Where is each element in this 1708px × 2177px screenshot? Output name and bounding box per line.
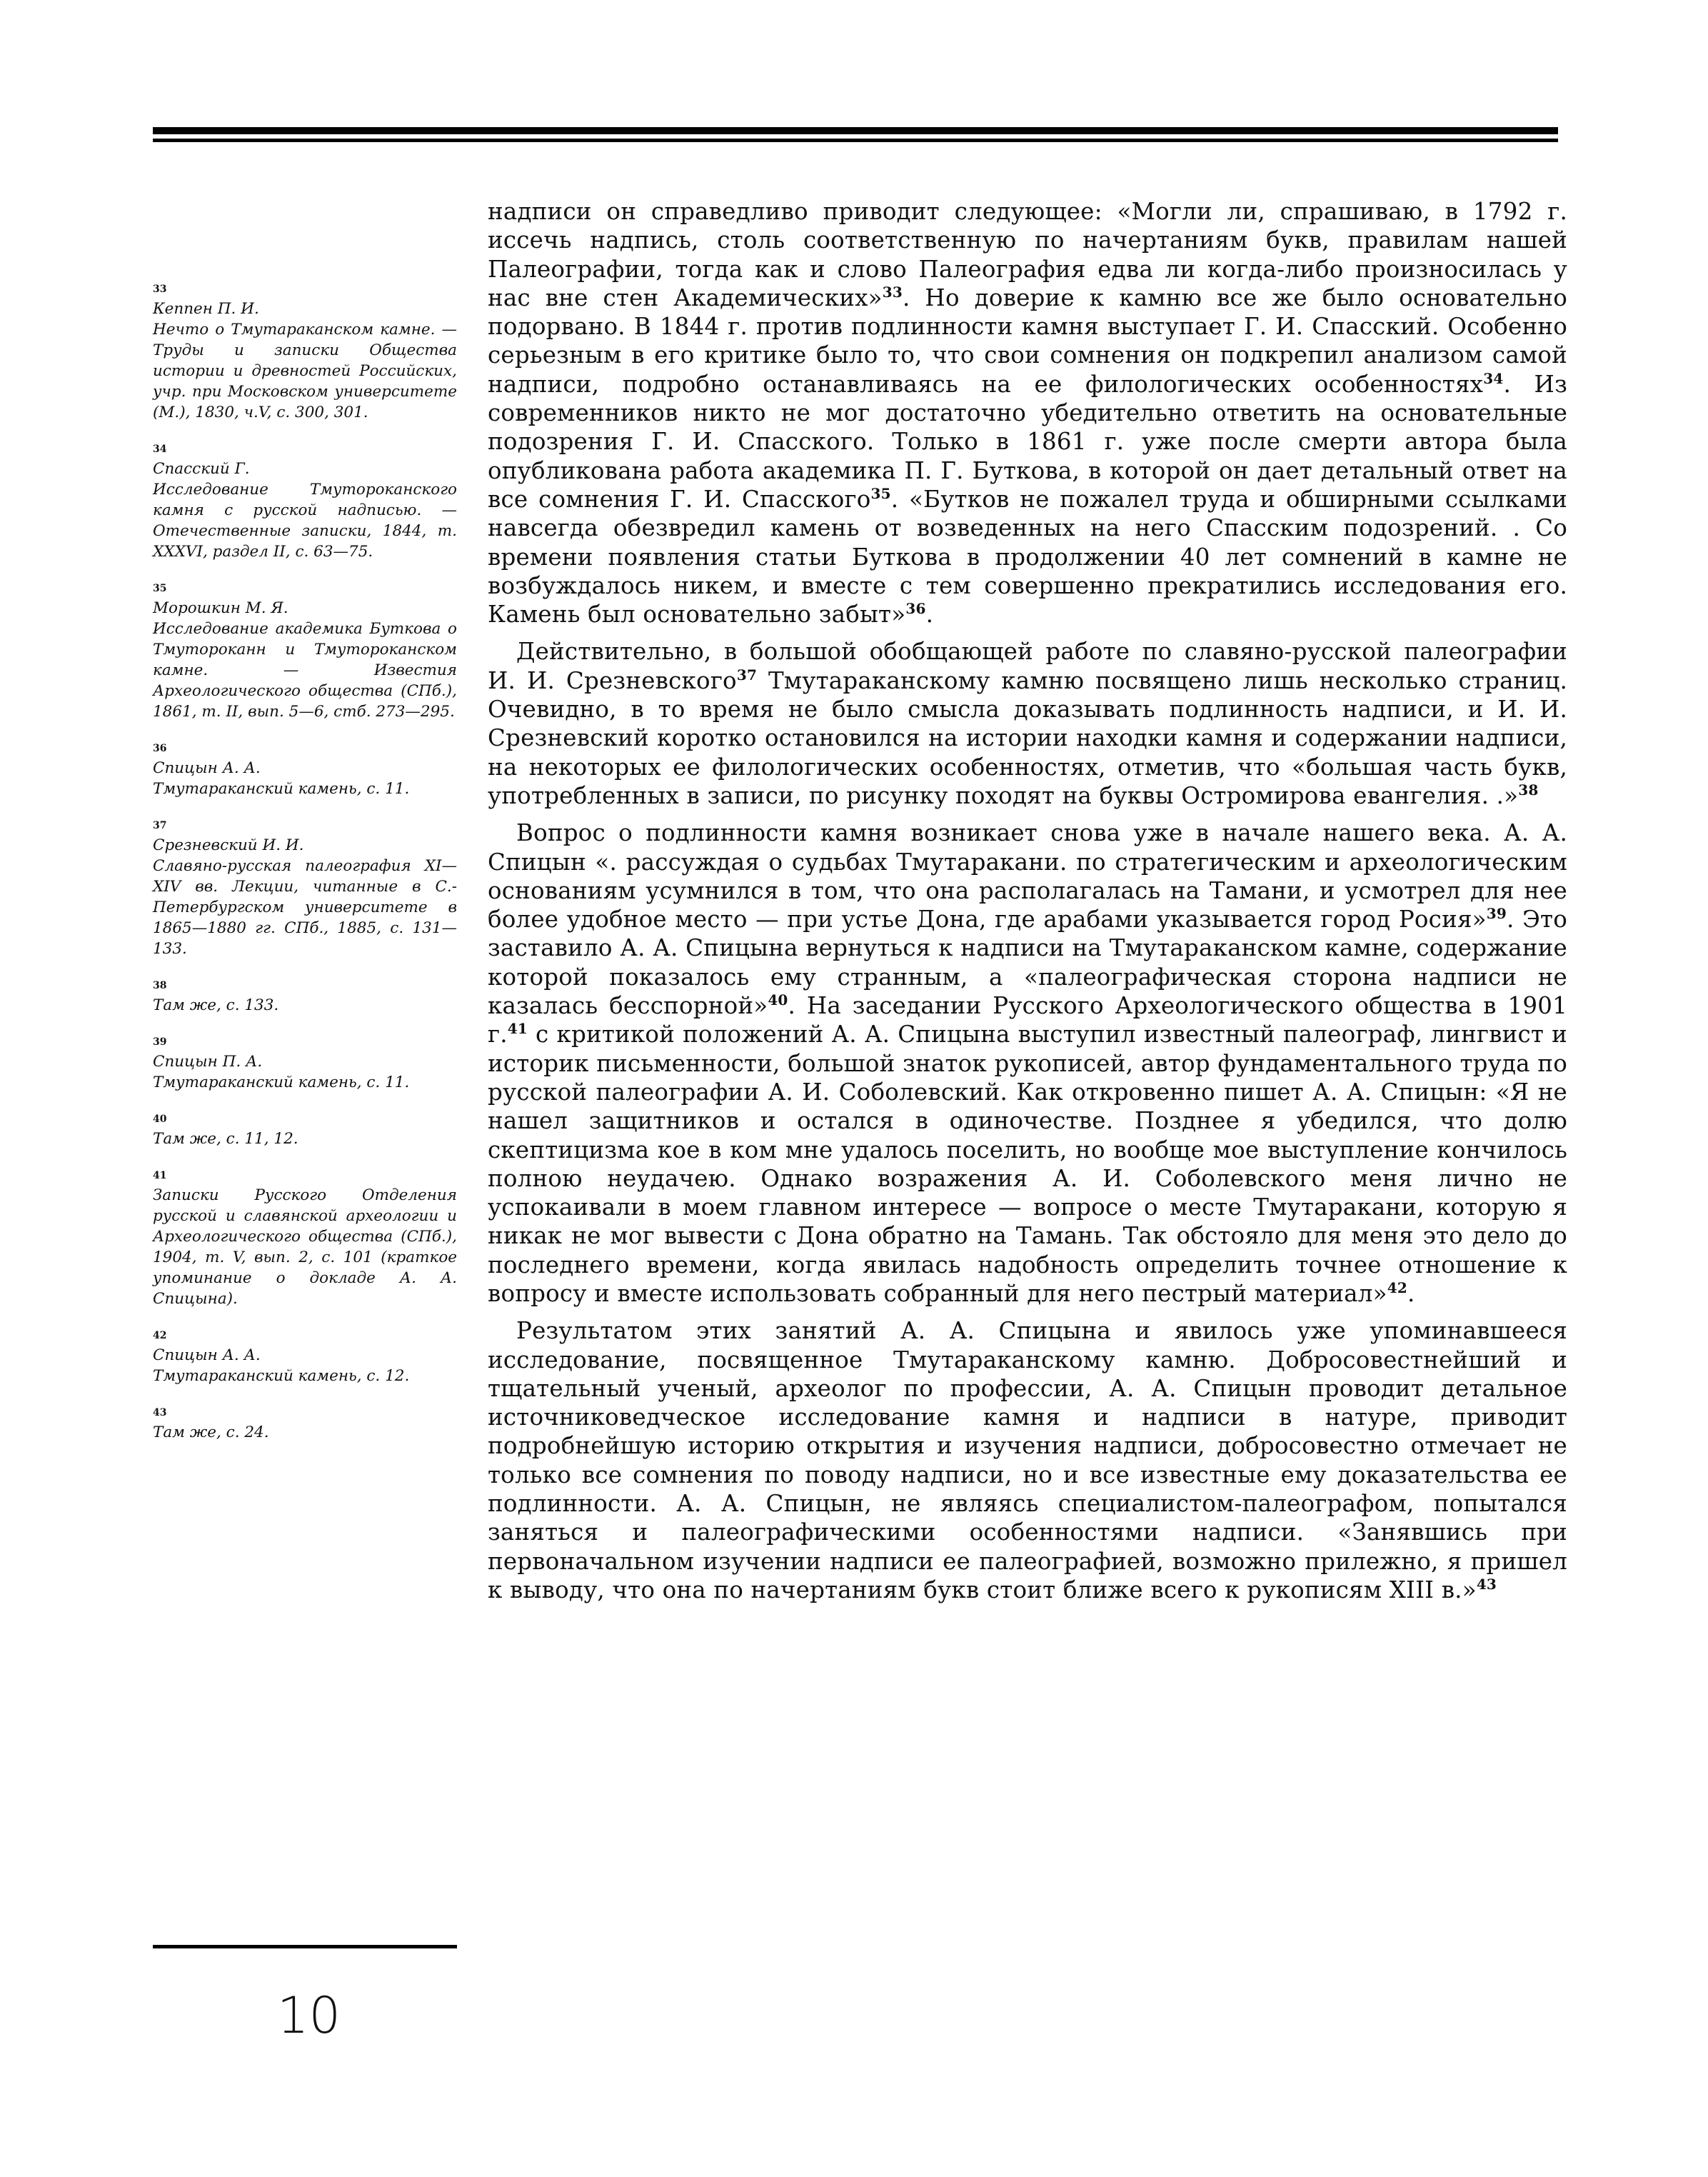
footnote-number: 40 xyxy=(153,1113,167,1125)
footnote-number: 38 xyxy=(153,980,167,991)
footnotes-column xyxy=(153,283,457,1463)
footnote xyxy=(153,1329,457,1386)
footnote-ref[interactable]: 36 xyxy=(905,600,926,618)
footnote-ref[interactable]: 40 xyxy=(768,991,788,1009)
footnote xyxy=(153,1036,457,1093)
footnote-number: 41 xyxy=(153,1170,167,1181)
footnote-number: 36 xyxy=(153,743,167,754)
text-run: Действительно, в большой обобщающей работе по славяно-русской палеографии И. И. Срезневского xyxy=(488,638,1567,694)
footnote xyxy=(153,1406,457,1443)
footnote-ref[interactable]: 38 xyxy=(1518,781,1539,799)
paragraph xyxy=(488,637,1567,810)
footnote xyxy=(153,443,457,562)
text-run: . На заседании Русского Археологического общества в 1901 г. xyxy=(488,992,1567,1049)
footnote-text: Срезневский И. И. Славяно-русская палеография XI—XIV вв. Лекции, читанные в С.-Петербургском университете в 1865—1880 гг. СПб., 1885, с. 131—133. xyxy=(153,836,457,958)
top-rule-thick xyxy=(153,127,1558,134)
footnote-ref[interactable]: 41 xyxy=(507,1020,528,1038)
footnote xyxy=(153,1169,457,1309)
text-run: Результатом этих занятий А. А. Спицына и явилось уже упоминавшееся исследование, посвященное Тмутараканскому камню. Добросовестнейший и тщательный ученый, археолог по профессии, А. А. Спицын проводит детальное источниковедческое исследование камня и надписи в натуре, приводит подробнейшую историю открытия и изучения надписи, добросовестно отмечает не только все сомнения по поводу надписи, но и все известные ему доказательства ее подлинности. А. А. Спицын, не являясь специалистом-палеографом, попытался заняться и палеографическими особенностями надписи. «Занявшись при первоначальном изучении надписи ее палеографией, возможно прилежно, я пришел к выводу, что она по начертаниям букв стоит ближе всего к рукописям XIII в.» xyxy=(488,1317,1567,1603)
footnote-ref[interactable]: 33 xyxy=(882,284,903,301)
footnote-number: 43 xyxy=(153,1407,167,1418)
footnote-number: 42 xyxy=(153,1330,167,1341)
top-rule-thin xyxy=(153,139,1558,142)
footnote xyxy=(153,979,457,1016)
footnote-text: Там же, с. 11, 12. xyxy=(153,1130,298,1148)
text-run: Тмутараканскому камню посвящено лишь несколько страниц. Очевидно, в то время не было смысла доказывать подлинность надписи, и И. И. Срезневский коротко остановился на истории находки камня и содержании надписи, на некоторых ее филологических особенностях, отметив, что «большая часть букв, употребленных в записи, по рисунку походят на буквы Остромирова евангелия. .» xyxy=(488,666,1567,809)
footnote-text: Спасский Г. Исследование Тмутороканского камня с русской надписью. — Отечественные записки, 1844, т. XXXVI, раздел II, с. 63—75. xyxy=(153,460,457,561)
text-run: . Это заставило А. А. Спицына вернуться к надписи на Тмутараканском камне, содержание которой показалось ему странным, а «палеографическая сторона надписи не казалась бесспорной» xyxy=(488,906,1567,1020)
text-run: . xyxy=(925,601,934,629)
footnote-number: 35 xyxy=(153,583,167,594)
footnote-text: Кеппен П. И. Нечто о Тмутараканском камне. — Труды и записки Общества истории и древностей Российских, учр. при Московском университете (М.), 1830, ч.V, с. 300, 301. xyxy=(153,300,457,421)
footnote-number: 34 xyxy=(153,444,167,455)
footnote-ref[interactable]: 39 xyxy=(1486,905,1507,923)
footnote-text: Там же, с. 133. xyxy=(153,996,279,1014)
footnote xyxy=(153,819,457,959)
text-run: . Из современников никто не мог достаточно убедительно ответить на основательные подозрения Г. И. Спасского. Только в 1861 г. уже после смерти автора была опубликована работа академика П. Г. Буткова, в которой он дает детальный ответ на все сомнения Г. И. Спасского xyxy=(488,370,1568,513)
footnote-number: 37 xyxy=(153,820,167,831)
paragraph xyxy=(488,819,1567,1308)
text-run: . Но доверие к камню все же было основательно подорвано. В 1844 г. против подлинности камня выступает Г. И. Спасский. Особенно серьезным в его критике было то, что свои сомнения он подкрепил анализом самой надписи, подробно останавливаясь на ее филологических особенностях xyxy=(488,284,1568,398)
footnote-ref[interactable]: 37 xyxy=(736,666,758,684)
footnote-ref[interactable]: 34 xyxy=(1483,369,1504,387)
footnote-text: Морошкин М. Я. Исследование академика Буткова о Тмутороканн и Тмутороканском камне. — Известия Археологического общества (СПб.), 1861, т. II, вып. 5—6, стб. 273—295. xyxy=(153,599,457,721)
footnotes-bottom-rule xyxy=(153,1945,457,1948)
page-number: 10 xyxy=(277,1986,341,2045)
footnote-number: 33 xyxy=(153,284,167,295)
text-run: надписи он справедливо приводит следующее: «Могли ли, спрашиваю, в 1792 г. иссечь надпись, столь соответственную по начертаниям букв, правилам нашей Палеографии, тогда как и слово Палеография едва ли когда-либо произносилась у нас вне стен Академических» xyxy=(488,198,1567,311)
footnote-number: 39 xyxy=(153,1036,167,1048)
footnote xyxy=(153,582,457,722)
footnote-ref[interactable]: 35 xyxy=(870,485,891,503)
text-run: Вопрос о подлинности камня возникает снова уже в начале нашего века. А. А. Спицын «. рассуждая о судьбах Тмутаракани. по стратегическим и археологическим основаниям усумнился в том, что она располагалась на Тамани, и усмотрел для нее более удобное место — при устье Дона, где арабами указывается город Росия» xyxy=(488,819,1567,934)
paragraph xyxy=(488,1316,1567,1604)
footnote-ref[interactable]: 43 xyxy=(1476,1576,1497,1593)
text-run: . xyxy=(1407,1279,1415,1307)
body-text xyxy=(488,197,1567,1613)
footnote-text: Спицын А. А. Тмутараканский камень, с. 11. xyxy=(153,759,410,798)
footnote-ref[interactable]: 42 xyxy=(1387,1279,1407,1297)
footnote-text: Спицын А. А. Тмутараканский камень, с. 12. xyxy=(153,1346,410,1385)
footnote xyxy=(153,1113,457,1149)
footnote xyxy=(153,742,457,799)
footnote xyxy=(153,283,457,423)
footnote-text: Спицын П. А. Тмутараканский камень, с. 11. xyxy=(153,1053,410,1091)
text-run: . «Бутков не пожалел труда и обширными ссылками навсегда обезвредил камень от возведенных на него Спасским подозрений. . Со времени появления статьи Буткова в продолжении 40 лет сомнений в камне не возбуждалось никем, и вместе с тем совершенно прекратились исследования его. Камень был основательно забыт» xyxy=(488,485,1567,629)
footnote-text: Записки Русского Отделения русской и славянской археологии и Археологического общества (СПб.), 1904, т. V, вып. 2, с. 101 (краткое упоминание о докладе А. А. Спицына). xyxy=(153,1186,457,1308)
text-run: с критикой положений А. А. Спицына выступил известный палеограф, лингвист и историк письменности, большой знаток рукописей, автор фундаментального труда по русской палеографии А. И. Соболевский. Как откровенно пишет А. А. Спицын: «Я не нашел защитников и остался в одиночестве. Позднее я убедился, что долю скептицизма кое в ком мне удалось поселить, но вообще мое выступление кончилось полною неудачею. Однако возражения А. И. Соболевского меня лично не успокаивали в моем главном интересе — вопросе о месте Тмутаракани, которую я никак не мог вывести с Дона обратно на Тамань. Так обстояло для меня это дело до последнего времени, когда явилась надобность определить точнее отношение к вопросу и вместе использовать собранный для него пестрый материал» xyxy=(488,1021,1567,1307)
footnote-text: Там же, с. 24. xyxy=(153,1423,269,1441)
paragraph xyxy=(488,197,1567,629)
